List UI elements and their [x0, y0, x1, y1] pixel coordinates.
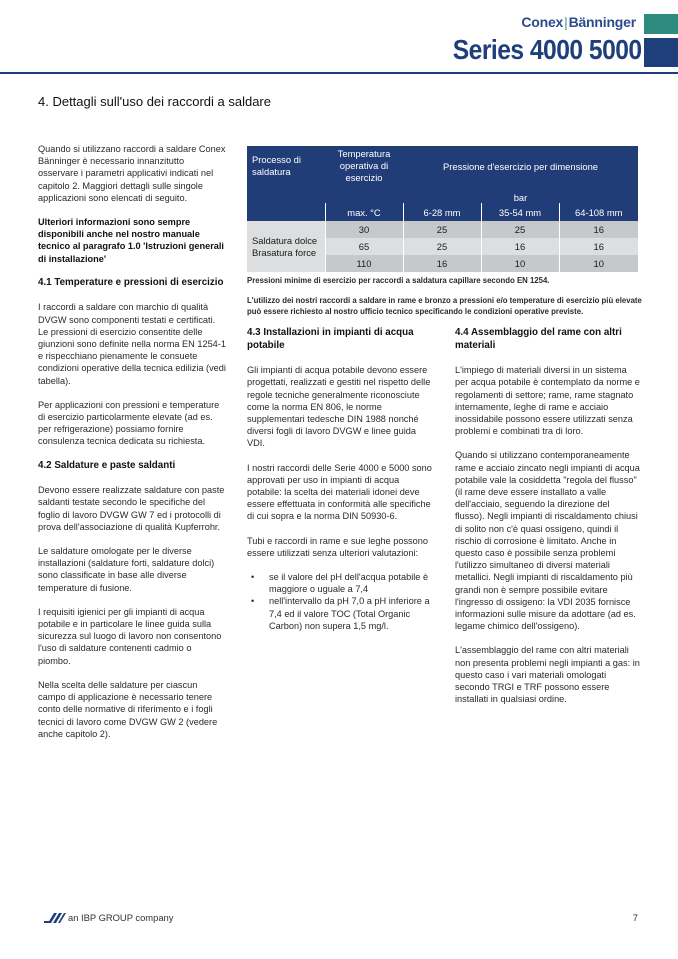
- paragraph-4-2-a: Devono essere realizzate saldature con paste saldanti testate secondo le specifiche del foglio di lavoro DVGW GW 7 ed i protocolli di prova dell'associazione di qualità Kupferrohr.: [38, 485, 225, 532]
- left-column: [38, 143, 226, 752]
- header-temperature: Temperatura operativa di esercizio: [337, 148, 391, 183]
- table-note-minimum-pressure: Pressioni minime di esercizio per raccordi a saldatura capillare secondo EN 1254.: [247, 276, 550, 285]
- cell-temp: 65: [325, 238, 403, 255]
- paragraph-4-1-b: Per applicazioni con pressioni e temperature di esercizio particolarmente elevate (ad es. per refrigerazione) possiamo fornire consulenza tecnica dedicata su richiesta.: [38, 399, 220, 447]
- cell-pressure: 10: [559, 255, 638, 272]
- brand-name-banninger: Bänninger: [568, 14, 636, 30]
- list-item: • se il valore del pH dell'acqua potabile è maggiore o uguale a 7,4: [247, 571, 433, 595]
- col-label-6-28: 6-28 mm: [403, 203, 481, 221]
- cell-pressure: 25: [403, 221, 481, 238]
- cell-pressure: 25: [481, 221, 559, 238]
- col-label-max-temp: max. °C: [325, 203, 403, 221]
- series-accent-square: [644, 38, 678, 67]
- page-title: 4. Dettagli sull'uso dei raccordi a saldare: [38, 94, 271, 109]
- cell-pressure: 25: [403, 238, 481, 255]
- row-process-labels: [247, 221, 325, 272]
- paragraph-4-4-b: Quando si utilizzano contemporaneamente rame e acciaio zincato negli impianti di acqua potabile vale la cosiddetta "regola del flusso" (il rame deve essere installato a valle dell'acciaio, seguendo la direzione del flusso). Negli impianti di riscaldamento chiusi di solito non c'è quasi ossigeno, quindi il rischio di corrosione è limitato. Anche in questo caso è possibile senza problemi l'utilizzo simultaneo di diversi materiali metallici. Negli impianti di riscaldamento più grandi non è sempre possibile evitare l'ingresso di ossigeno: la VDI 2035 fornisce informazioni sulle misure da adottare (ad es. legame chimico dell'ossigeno).: [455, 450, 640, 632]
- col-label-35-54: 35-54 mm: [481, 203, 559, 221]
- list-item: • nell'intervallo da pH 7,0 a pH inferiore a 7,4 ed il valore TOC (Total Organic Carbon) non supera 1,5 mg/l.: [247, 595, 433, 632]
- section-heading-4-2: 4.2 Saldature e paste saldanti: [38, 459, 176, 471]
- brand-separator: |: [564, 14, 568, 30]
- cell-pressure: 16: [403, 255, 481, 272]
- paragraph-4-4-c: L'assemblaggio del rame con altri materiali non presenta problemi negli impianti a gas: in questo caso i vari materiali omologati secondo TRGI e TRF possono essere installati in qualsiasi ordine.: [455, 645, 640, 705]
- paragraph-4-3-a: Gli impianti di acqua potabile devono essere progettati, realizzati e gestiti nel rispetto delle regole tecniche generalmente riconosciute come la norma EN 806, le norme supplementari tedesche DIN 1988 nonché diversi fogli di lavoro DVGW e linee guida VDI.: [247, 365, 431, 449]
- paragraph-4-2-b: Le saldature omologate per le diverse installazioni (saldature forti, saldature dolci) sono classificate in base alle diverse temperature di fusione.: [38, 546, 215, 593]
- header-rule: [0, 72, 678, 74]
- row-label-soft-solder: Saldatura dolce: [252, 234, 318, 246]
- ph-condition-list: [247, 571, 433, 632]
- right-column: [455, 327, 641, 717]
- manual-reference-note: Ulteriori informazioni sono sempre disponibili anche nel nostro manuale tecnico al paragrafo 1.0 'Istruzioni generali di installazione': [38, 217, 224, 264]
- paragraph-4-2-d: Nella scelta delle saldature per ciascun campo di applicazione è necessario tenere conto delle normative di riferimento e i fogli tecnici di lavoro come DVGW GW 2 (vedere anche capitolo 2).: [38, 679, 218, 739]
- cell-temp: 30: [325, 221, 403, 238]
- paragraph-4-3-b: I nostri raccordi delle Serie 4000 e 5000 sono approvati per uso in impianti di acqua potabile: la scelta dei materiali idonei deve essere effettuata in conformità alle specifiche di cui sopra e la norma DIN 50930-6.: [247, 462, 432, 522]
- cell-pressure: 16: [559, 221, 638, 238]
- brand-accent-square: [644, 14, 678, 34]
- paragraph-4-2-c: I requisiti igienici per gli impianti di acqua potabile e in particolare le linee guida sulla sicurezza sul luogo di lavoro non consentono l'uso di saldature contenenti cadmio o piombo.: [38, 606, 222, 666]
- intro-paragraph: Quando si utilizzano raccordi a saldare Conex Bänninger è necessario innanzitutto osservare i parametri applicativi indicati nel capitolo 2. Maggiori dettagli sulle singole applicazioni sono elencati di seguito.: [38, 144, 226, 203]
- section-heading-4-1: 4.1 Temperature e pressioni di esercizio: [38, 276, 224, 288]
- cell-pressure: 16: [559, 238, 638, 255]
- section-heading-4-3: 4.3 Installazioni in impianti di acqua potabile: [247, 327, 414, 351]
- paragraph-4-4-a: L'impiego di materiali diversi in un sistema per acqua potabile è contemplato da norme e regolamenti di settore; rame, rame stagnato internamente, leghe di rame e acciaio inossidabile possono essere utilizzati senza problemi e combinati tra di loro.: [455, 365, 640, 437]
- footer-company: an IBP GROUP company: [68, 912, 174, 923]
- cell-pressure: 16: [481, 238, 559, 255]
- ibp-logo-icon: [44, 913, 66, 923]
- section-heading-4-4: 4.4 Assemblaggio del rame con altri materiali: [455, 327, 622, 351]
- brand-logo: [521, 14, 636, 30]
- table-row: [247, 221, 638, 238]
- middle-column: [247, 327, 433, 632]
- header-unit-bar: bar: [513, 192, 528, 203]
- row-label-brazing: Brasatura force: [252, 246, 317, 258]
- header-pressure: Pressione d'esercizio per dimensione: [443, 160, 598, 172]
- pressure-table: [247, 146, 638, 272]
- series-title: Series 4000 5000: [453, 34, 642, 65]
- header-process: Processo di saldatura: [252, 154, 301, 177]
- page-number: 7: [632, 912, 638, 923]
- cell-pressure: 10: [481, 255, 559, 272]
- col-label-64-108: 64-108 mm: [559, 203, 638, 221]
- brand-name-conex: Conex: [521, 14, 564, 30]
- paragraph-4-1-a: I raccordi a saldare con marchio di qualità DVGW sono componenti testati e certificati. Le pressioni di esercizio consentite delle giunzioni sono definite nella norma EN 1254-1 e rispecchiano pienamente le consuete condizioni operative della tecnica edilizia (vedi tabella).: [38, 302, 226, 386]
- paragraph-4-3-c: Tubi e raccordi in rame e sue leghe possono essere utilizzati senza ulteriori valutazioni:: [247, 535, 428, 558]
- table-note-higher-pressure: L'utilizzo dei nostri raccordi a saldare in rame e bronzo a pressioni e/o temperature di esercizio più elevate può essere richiesto al nostro ufficio tecnico specificando le condizioni operative previste.: [247, 296, 642, 316]
- cell-temp: 110: [325, 255, 403, 272]
